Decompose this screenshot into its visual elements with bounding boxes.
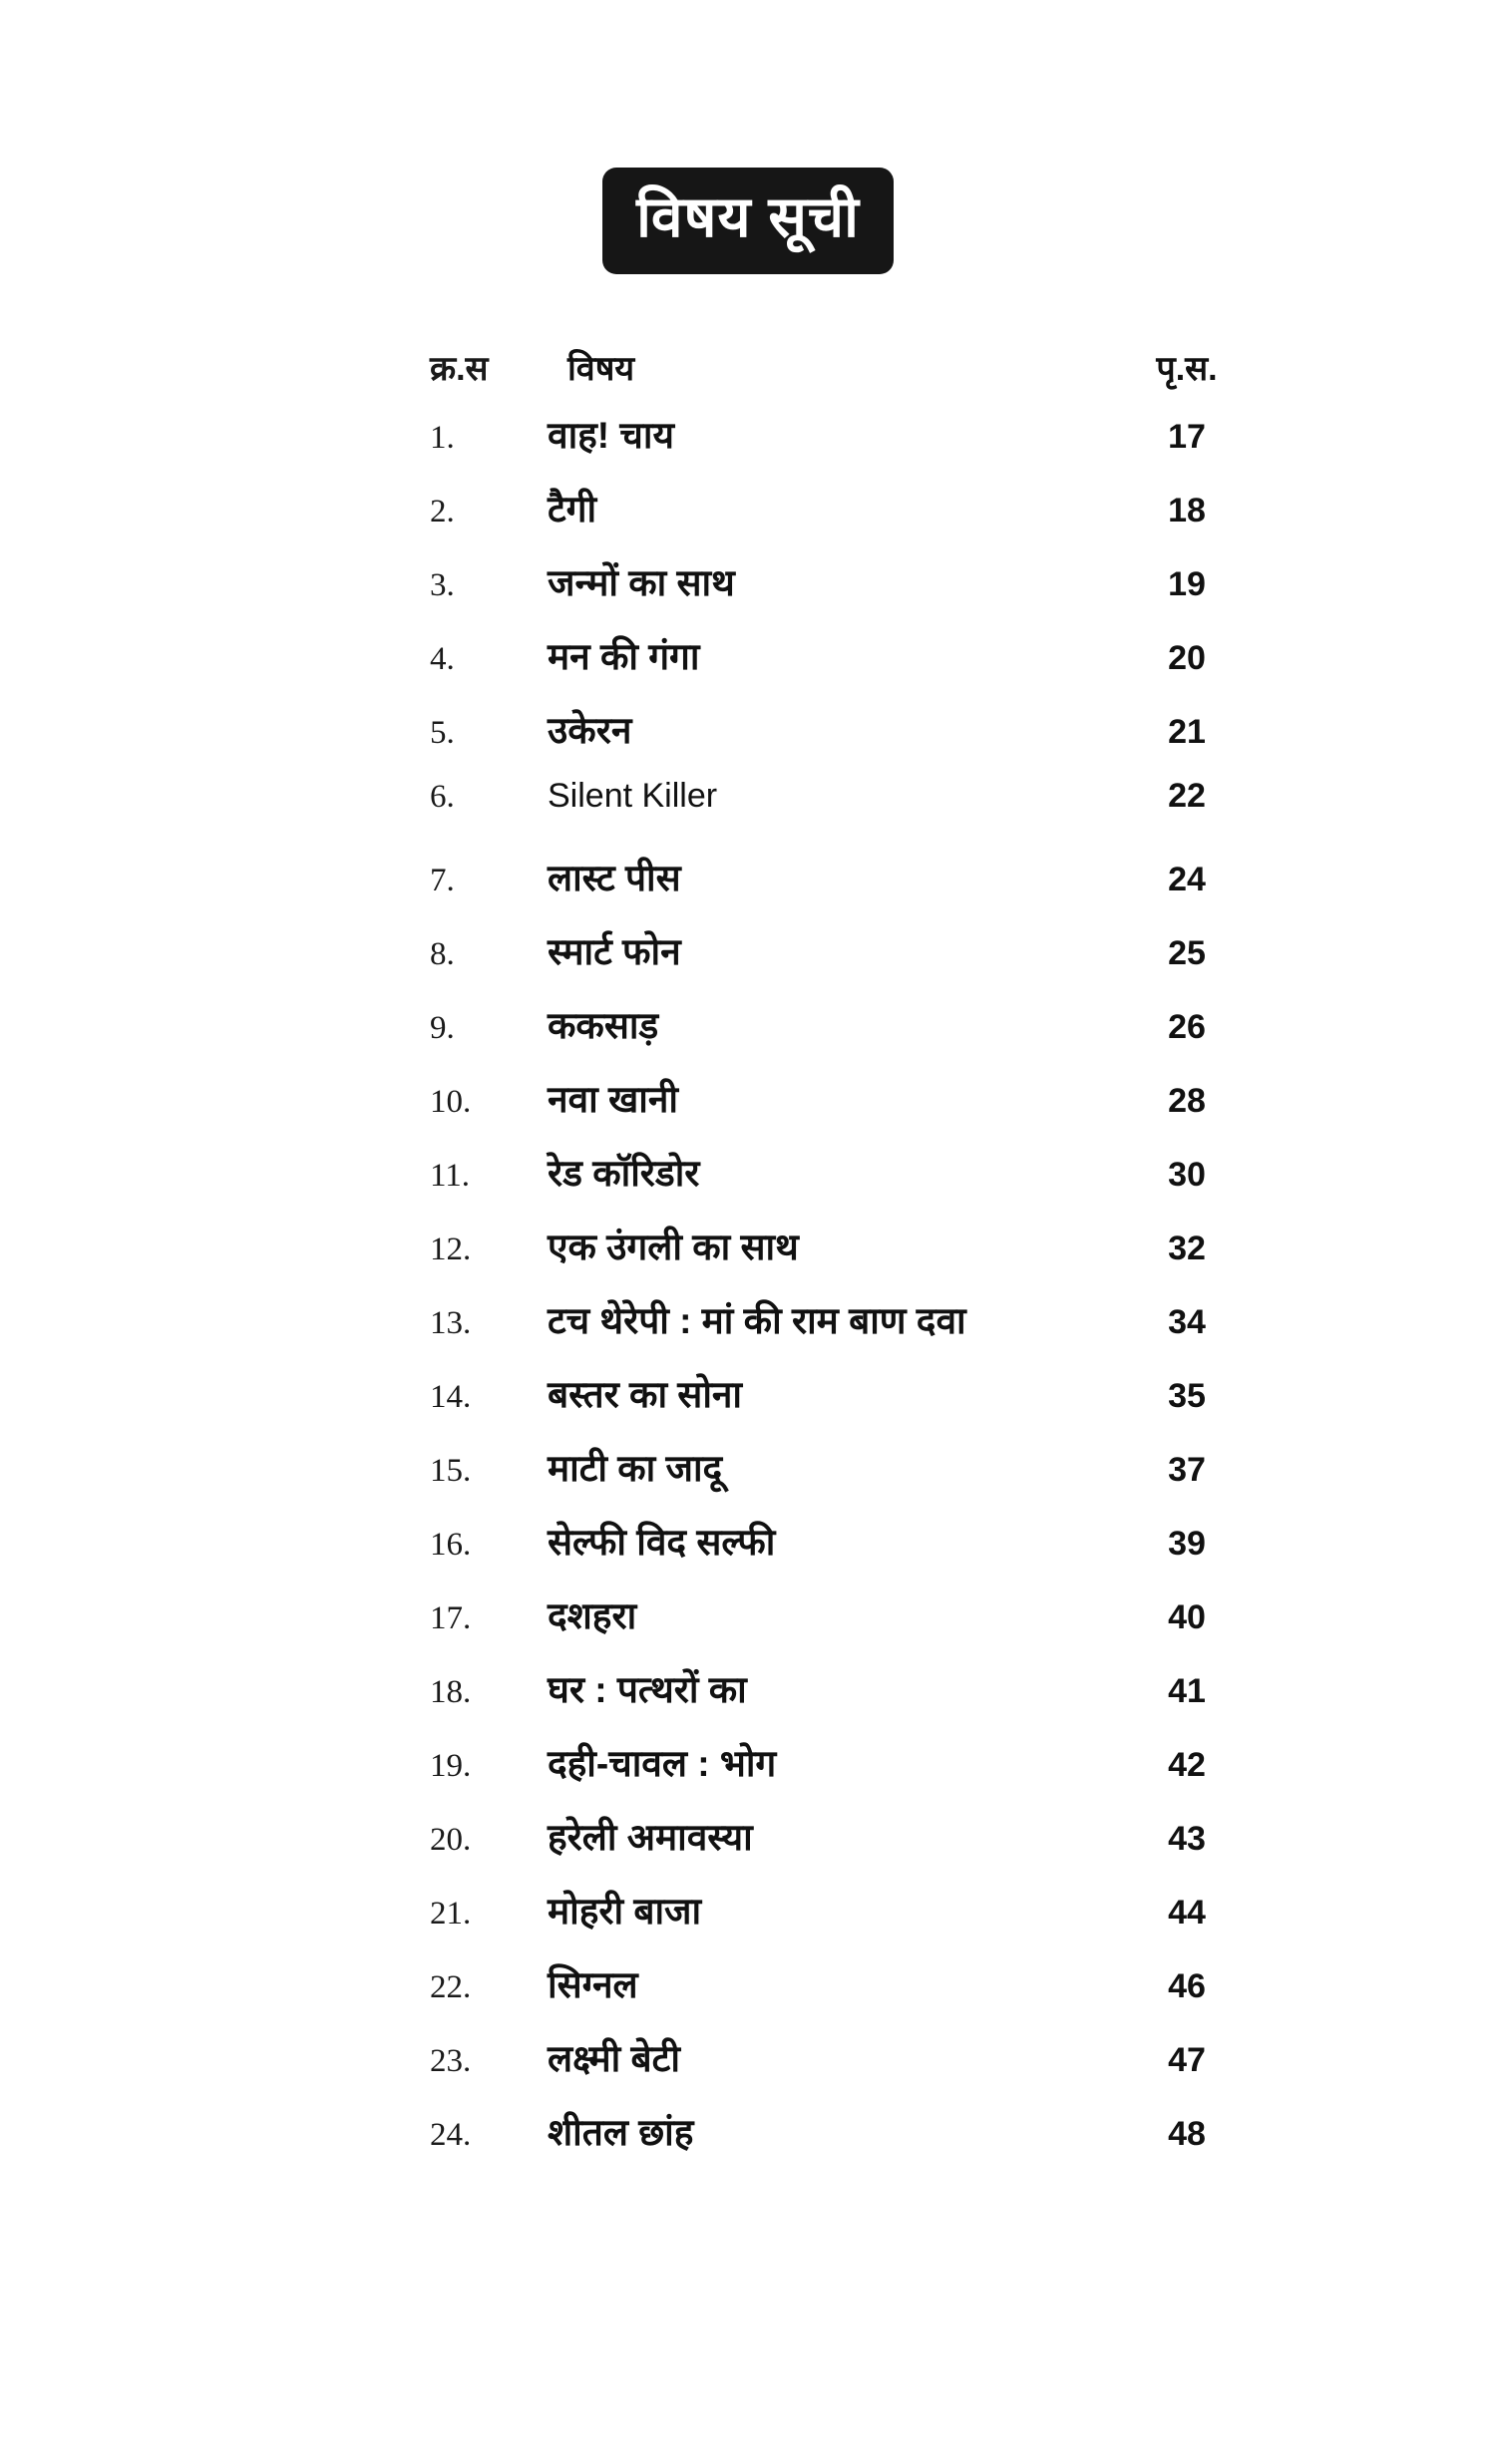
- toc-entry-number: 10.: [430, 1084, 472, 1120]
- toc-entry-page: 24: [1168, 861, 1206, 898]
- table-row[interactable]: [430, 1293, 1262, 1363]
- toc-entry-page: 30: [1168, 1156, 1206, 1194]
- table-row[interactable]: [430, 2031, 1262, 2101]
- toc-entry-number: 4.: [430, 641, 455, 677]
- toc-entry-page: 25: [1168, 934, 1206, 972]
- toc-row-list: [430, 408, 1262, 2175]
- toc-entry-subject[interactable]: मन की गंगा: [548, 636, 700, 677]
- toc-entry-page: 37: [1168, 1451, 1206, 1489]
- toc-entry-subject[interactable]: शीतल छांह: [548, 2112, 694, 2153]
- toc-entry-number: 22.: [430, 1969, 472, 2005]
- toc-entry-number: 16.: [430, 1527, 472, 1563]
- table-of-contents: [234, 344, 1262, 2175]
- toc-entry-number: 2.: [430, 494, 455, 529]
- toc-entry-page: 47: [1168, 2041, 1206, 2079]
- table-row[interactable]: [430, 1220, 1262, 1289]
- document-page: [0, 168, 1496, 2464]
- toc-entry-number: 18.: [430, 1674, 472, 1710]
- toc-entry-subject[interactable]: लक्ष्मी बेटी: [548, 2038, 680, 2079]
- toc-entry-subject[interactable]: घर : पत्थरों का: [548, 1669, 747, 1710]
- table-row[interactable]: [430, 1441, 1262, 1511]
- toc-entry-subject[interactable]: स्मार्ट फोन: [548, 931, 681, 972]
- table-row[interactable]: [430, 851, 1262, 920]
- toc-entry-page: 17: [1168, 418, 1206, 456]
- toc-entry-page: 35: [1168, 1377, 1206, 1415]
- table-row[interactable]: [430, 1588, 1262, 1658]
- toc-entry-page: 18: [1168, 492, 1206, 529]
- page-title: विषय सूची: [602, 168, 894, 274]
- toc-entry-number: 14.: [430, 1379, 472, 1415]
- table-row[interactable]: [430, 555, 1262, 625]
- toc-entry-number: 24.: [430, 2117, 472, 2153]
- toc-entry-subject[interactable]: सिग्नल: [548, 1964, 638, 2005]
- table-row[interactable]: [430, 1072, 1262, 1142]
- toc-entry-page: 46: [1168, 1967, 1206, 2005]
- toc-entry-page: 19: [1168, 565, 1206, 603]
- toc-entry-page: 32: [1168, 1230, 1206, 1267]
- toc-entry-number: 15.: [430, 1453, 472, 1489]
- toc-entry-subject[interactable]: सेल्फी विद सल्फी: [548, 1522, 776, 1563]
- column-header-subject: विषय: [567, 350, 635, 388]
- column-header-number: क्र.स: [430, 350, 489, 388]
- toc-entry-number: 9.: [430, 1010, 455, 1046]
- table-row[interactable]: [430, 1515, 1262, 1584]
- toc-entry-subject[interactable]: उकेरन: [548, 710, 632, 751]
- toc-entry-page: 22: [1168, 777, 1206, 815]
- toc-entry-page: 41: [1168, 1672, 1206, 1710]
- toc-entry-number: 21.: [430, 1896, 472, 1932]
- toc-entry-page: 44: [1168, 1894, 1206, 1932]
- toc-entry-subject[interactable]: लास्ट पीस: [548, 858, 681, 898]
- toc-entry-number: 8.: [430, 936, 455, 972]
- toc-entry-number: 13.: [430, 1305, 472, 1341]
- toc-entry-page: 43: [1168, 1820, 1206, 1858]
- toc-entry-number: 5.: [430, 715, 455, 751]
- toc-entry-subject[interactable]: हरेली अमावस्या: [548, 1817, 753, 1858]
- table-row[interactable]: [430, 1957, 1262, 2027]
- toc-entry-number: 19.: [430, 1748, 472, 1784]
- toc-entry-page: 28: [1168, 1082, 1206, 1120]
- table-row[interactable]: [430, 924, 1262, 994]
- toc-entry-subject[interactable]: ककसाड़: [548, 1005, 659, 1046]
- toc-entry-number: 17.: [430, 1600, 472, 1636]
- toc-entry-number: 23.: [430, 2043, 472, 2079]
- table-row[interactable]: [430, 1884, 1262, 1953]
- toc-entry-page: 42: [1168, 1746, 1206, 1784]
- table-row[interactable]: [430, 1367, 1262, 1437]
- toc-entry-number: 7.: [430, 863, 455, 898]
- toc-entry-page: 40: [1168, 1598, 1206, 1636]
- table-row[interactable]: [430, 703, 1262, 773]
- toc-entry-page: 34: [1168, 1303, 1206, 1341]
- page-title-area: [0, 168, 1496, 274]
- table-row[interactable]: [430, 1146, 1262, 1216]
- toc-entry-page: 26: [1168, 1008, 1206, 1046]
- table-row[interactable]: [430, 1810, 1262, 1880]
- toc-entry-subject[interactable]: टच थेरेपी : मां की राम बाण दवा: [548, 1300, 966, 1341]
- toc-entry-number: 1.: [430, 420, 455, 456]
- toc-entry-subject[interactable]: जन्मों का साथ: [548, 562, 735, 603]
- toc-header-row: [430, 344, 1262, 390]
- toc-entry-subject[interactable]: नवा खानी: [548, 1079, 678, 1120]
- table-row[interactable]: [430, 1662, 1262, 1732]
- toc-entry-number: 12.: [430, 1232, 472, 1267]
- toc-entry-page: 39: [1168, 1525, 1206, 1563]
- toc-entry-subject[interactable]: मोहरी बाजा: [548, 1891, 702, 1932]
- toc-entry-number: 11.: [430, 1158, 471, 1194]
- table-row[interactable]: [430, 408, 1262, 478]
- toc-entry-subject[interactable]: वाह! चाय: [548, 415, 674, 456]
- toc-entry-number: 3.: [430, 567, 455, 603]
- table-row[interactable]: [430, 1736, 1262, 1806]
- toc-entry-subject[interactable]: रेड कॉरिडोर: [548, 1153, 700, 1194]
- table-row[interactable]: [430, 777, 1262, 847]
- toc-entry-number: 6.: [430, 779, 455, 815]
- column-header-page: पृ.स.: [1156, 350, 1218, 388]
- toc-entry-subject[interactable]: माटी का जादू: [548, 1448, 723, 1489]
- toc-entry-page: 48: [1168, 2115, 1206, 2153]
- table-row[interactable]: [430, 2105, 1262, 2175]
- toc-entry-page: 21: [1168, 713, 1206, 751]
- table-row[interactable]: [430, 482, 1262, 551]
- toc-entry-number: 20.: [430, 1822, 472, 1858]
- toc-entry-subject[interactable]: टैगी: [548, 489, 597, 529]
- toc-entry-subject[interactable]: Silent Killer: [548, 777, 718, 815]
- table-row[interactable]: [430, 629, 1262, 699]
- toc-entry-subject[interactable]: बस्तर का सोना: [548, 1374, 743, 1415]
- table-row[interactable]: [430, 998, 1262, 1068]
- toc-entry-page: 20: [1168, 639, 1206, 677]
- toc-entry-subject[interactable]: दशहरा: [548, 1595, 637, 1636]
- toc-entry-subject[interactable]: एक उंगली का साथ: [548, 1227, 799, 1267]
- toc-entry-subject[interactable]: दही-चावल : भोग: [548, 1743, 777, 1784]
